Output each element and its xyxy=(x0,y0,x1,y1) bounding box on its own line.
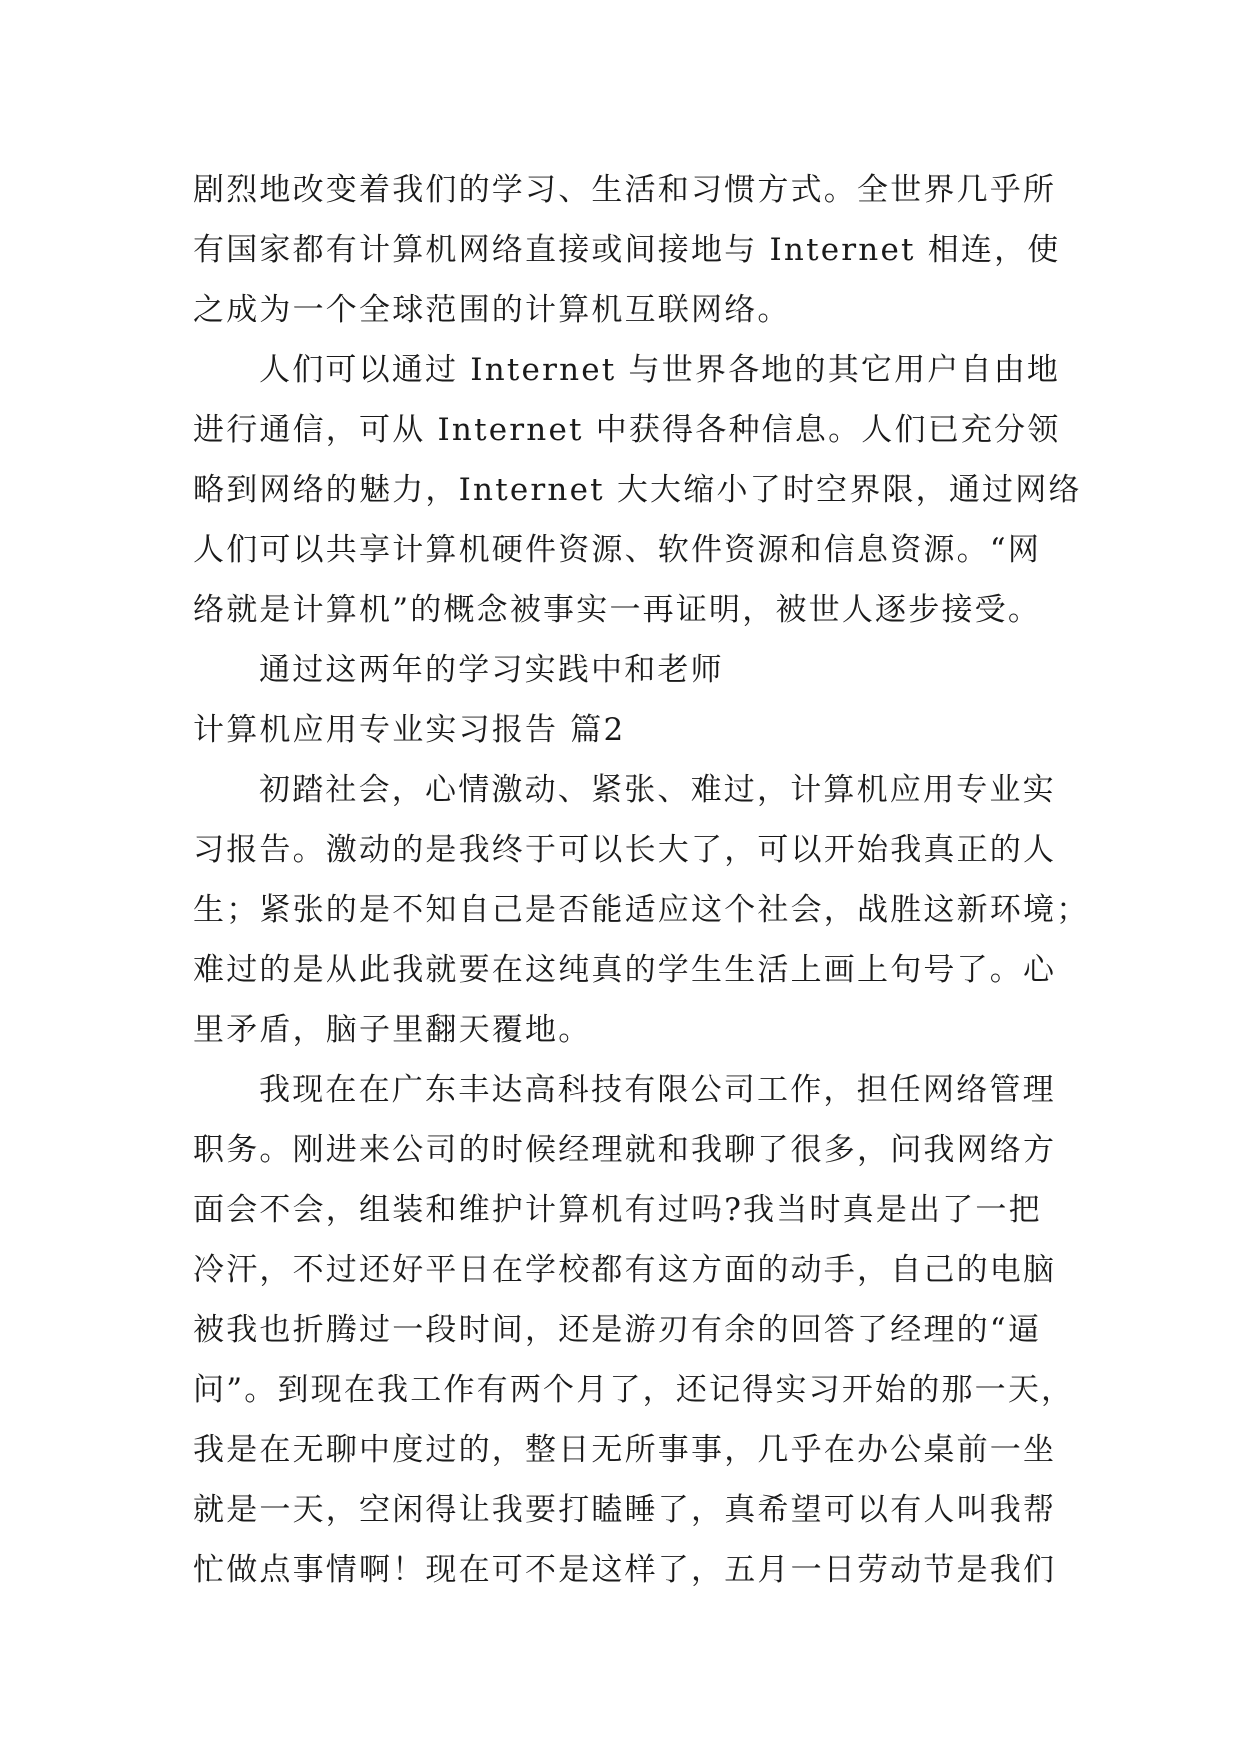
text-line: 生；紧张的是不知自己是否能适应这个社会，战胜这新环境； xyxy=(193,892,1090,928)
text-line: 通过这两年的学习实践中和老师 xyxy=(259,652,724,688)
text-line: 问”。到现在我工作有两个月了，还记得实习开始的那一天， xyxy=(193,1372,1075,1408)
text-line: 习报告。激动的是我终于可以长大了，可以开始我真正的人 xyxy=(193,832,1057,868)
text-line: 计算机应用专业实习报告 篇2 xyxy=(193,712,626,748)
text-line: 人们可以共享计算机硬件资源、软件资源和信息资源。“网 xyxy=(193,532,1042,568)
text-line: 我现在在广东丰达高科技有限公司工作，担任网络管理 xyxy=(259,1072,1056,1108)
text-line: 就是一天，空闲得让我要打瞌睡了，真希望可以有人叫我帮 xyxy=(193,1492,1057,1528)
text-line: 进行通信，可从 Internet 中获得各种信息。人们已充分领 xyxy=(193,412,1061,448)
document-body xyxy=(193,160,1090,1600)
text-line: 剧烈地改变着我们的学习、生活和习惯方式。全世界几乎所 xyxy=(193,172,1057,208)
text-line: 初踏社会，心情激动、紧张、难过，计算机应用专业实 xyxy=(259,772,1056,808)
text-line: 人们可以通过 Internet 与世界各地的其它用户自由地 xyxy=(259,352,1061,388)
text-line: 之成为一个全球范围的计算机互联网络。 xyxy=(193,292,791,328)
text-line: 略到网络的魅力，Internet 大大缩小了时空界限，通过网络 xyxy=(193,472,1082,508)
text-line: 有国家都有计算机网络直接或间接地与 Internet 相连，使 xyxy=(193,232,1061,268)
text-line: 里矛盾，脑子里翻天覆地。 xyxy=(193,1012,592,1048)
text-line: 络就是计算机”的概念被事实一再证明，被世人逐步接受。 xyxy=(193,592,1042,628)
text-line: 忙做点事情啊！现在可不是这样了，五月一日劳动节是我们 xyxy=(193,1552,1057,1588)
text-line: 冷汗，不过还好平日在学校都有这方面的动手，自己的电脑 xyxy=(193,1252,1057,1288)
text-line: 我是在无聊中度过的，整日无所事事，几乎在办公桌前一坐 xyxy=(193,1432,1057,1468)
text-line: 难过的是从此我就要在这纯真的学生生活上画上句号了。心 xyxy=(193,952,1057,988)
text-line: 面会不会，组装和维护计算机有过吗?我当时真是出了一把 xyxy=(193,1192,1042,1228)
text-line: 被我也折腾过一段时间，还是游刃有余的回答了经理的“逼 xyxy=(193,1312,1042,1348)
text-line: 职务。刚进来公司的时候经理就和我聊了很多，问我网络方 xyxy=(193,1132,1057,1168)
